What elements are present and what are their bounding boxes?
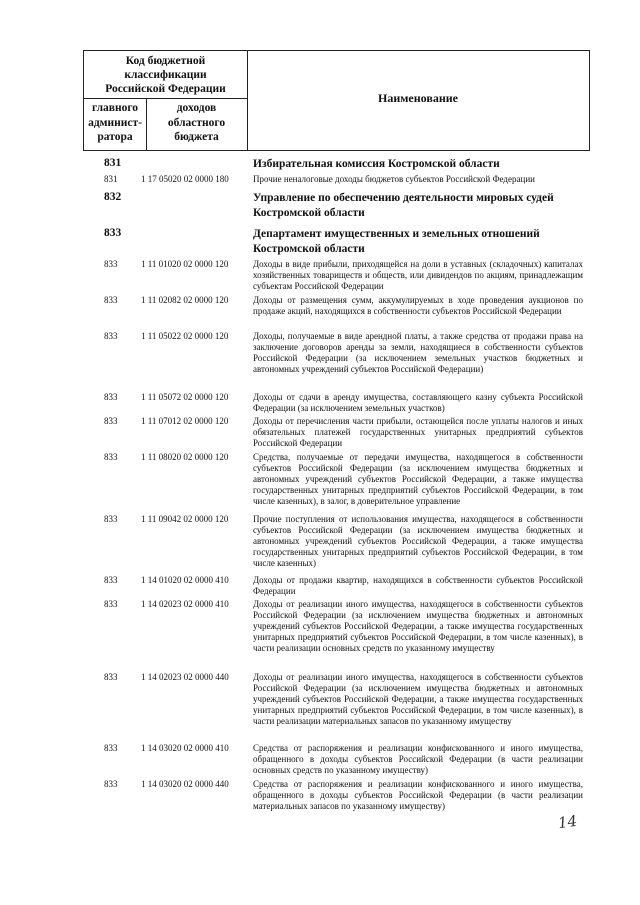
- name-column-heading: Наименование: [378, 91, 458, 105]
- row-name: Доходы от размещения сумм, аккумулируемых в ходе проведения аукционов по продаже акций, находящихся в собственности субъектов Российской Федерации: [253, 295, 583, 316]
- table-header: [83, 50, 590, 151]
- row-name: Средства от распоряжения и реализации конфискованного и иного имущества, обращенного в доходы субъектов Российской Федерации (в части реализации основных средств по указанному имуществу): [253, 743, 583, 775]
- admin-code: 833: [104, 672, 118, 682]
- admin-code: 833: [104, 331, 118, 341]
- income-code: 1 11 07012 02 0000 120: [141, 416, 229, 426]
- income-column-heading: доходов областного бюджета: [167, 102, 226, 143]
- admin-code: 833: [104, 599, 118, 609]
- income-code: 1 17 05020 02 0000 180: [141, 174, 229, 184]
- income-code: 1 11 01020 02 0000 120: [141, 259, 229, 269]
- admin-code: 831: [104, 174, 118, 184]
- admin-code: 833: [104, 416, 118, 426]
- page-number: 14: [556, 811, 579, 833]
- row-name: Средства от распоряжения и реализации конфискованного и иного имущества, обращенного в доходы субъектов Российской Федерации (в части реализации материальных запасов по указанному имуществу): [253, 779, 583, 811]
- row-name: Департамент имущественных и земельных отношений Костромской области: [253, 228, 540, 255]
- row-name: Доходы от сдачи в аренду имущества, составляющего казну субъекта Российской Федерации (за исключением земельных участков): [253, 392, 583, 413]
- admin-code: 833: [104, 575, 118, 585]
- header-divider: [84, 98, 247, 99]
- row-name: Средства, получаемые от передачи имущества, находящегося в собственности субъектов Российской Федерации (за исключением имущества бюджетных и автономных учреждений субъектов Российской Федерации, а также имущества государственных унитарных предприятий субъектов Российской Федерации, в том числе казенных), в залог, в доверительное управление: [253, 452, 583, 506]
- income-code: 1 14 02023 02 0000 440: [141, 672, 229, 682]
- row-name: Доходы в виде прибыли, приходящейся на доли в уставных (складочных) капиталах хозяйственных товариществ и обществ, или дивидендов по акциям, принадлежащим субъектам Российской Федерации: [253, 259, 583, 291]
- admin-code: 833: [104, 514, 118, 524]
- row-name: Доходы от перечисления части прибыли, остающейся после уплаты налогов и иных обязательных платежей государственных унитарных предприятий субъектов Российской Федерации: [253, 416, 583, 448]
- admin-column-heading: главного админист- ратора: [88, 102, 142, 143]
- row-name: Доходы от реализации иного имущества, находящегося в собственности субъектов Российской Федерации (за исключением имущества бюджетных и автономных учреждений субъектов Российской Федерации, а также имущества государственных унитарных предприятий субъектов Российской Федерации, в том числе казенных), в части реализации основных средств по указанному имуществу: [253, 599, 583, 653]
- income-code: 1 14 03020 02 0000 410: [141, 743, 229, 753]
- income-code: 1 11 05022 02 0000 120: [141, 331, 229, 341]
- row-name: Доходы, получаемые в виде арендной платы, а также средства от продажи права на заключение договоров аренды за земли, находящиеся в собственности субъектов Российской Федерации (за исключением земельных участков бюджетных и автономных учреждений субъектов Российской Федерации): [253, 331, 583, 374]
- admin-code: 833: [104, 779, 118, 789]
- row-name: Управление по обеспечению деятельности мировых судей Костромской области: [253, 192, 554, 219]
- row-name: Прочие поступления от использования имущества, находящегося в собственности субъектов Российской Федерации (за исключением имущества бюджетных и автономных учреждений субъектов Российской Федерации, а также имущества государственных унитарных предприятий субъектов Российской Федерации, в том числе казенных): [253, 514, 583, 568]
- admin-code: 833: [104, 259, 118, 269]
- income-code: 1 11 02082 02 0000 120: [141, 295, 229, 305]
- admin-code: 833: [104, 295, 118, 305]
- income-code: 1 14 03020 02 0000 440: [141, 779, 229, 789]
- admin-code: 833: [104, 392, 118, 402]
- income-code: 1 11 09042 02 0000 120: [141, 514, 229, 524]
- admin-code: 833: [104, 452, 118, 462]
- row-name: Доходы от реализации иного имущества, находящегося в собственности субъектов Российской Федерации (за исключением имущества бюджетных и автономных учреждений субъектов Российской Федерации, а также имущества государственных унитарных предприятий субъектов Российской Федерации, в том числе казенных), в части реализации материальных запасов по указанному имуществу: [253, 672, 583, 726]
- income-code: 1 14 01020 02 0000 410: [141, 575, 229, 585]
- admin-code: 833: [104, 743, 118, 753]
- income-code: 1 11 08020 02 0000 120: [141, 452, 229, 462]
- income-code: 1 11 05072 02 0000 120: [141, 392, 229, 402]
- row-name: Избирательная комиссия Костромской области: [253, 158, 500, 170]
- row-name: Прочие неналоговые доходы бюджетов субъектов Российской Федерации: [253, 174, 535, 184]
- admin-code: 832: [104, 191, 122, 203]
- admin-code: 831: [104, 157, 122, 169]
- budget-code-heading: Код бюджетной классификации Российской Федерации: [105, 55, 226, 95]
- income-code: 1 14 02023 02 0000 410: [141, 599, 229, 609]
- admin-code: 833: [104, 227, 122, 239]
- row-name: Доходы от продажи квартир, находящихся в собственности субъектов Российской Федерации: [253, 575, 583, 596]
